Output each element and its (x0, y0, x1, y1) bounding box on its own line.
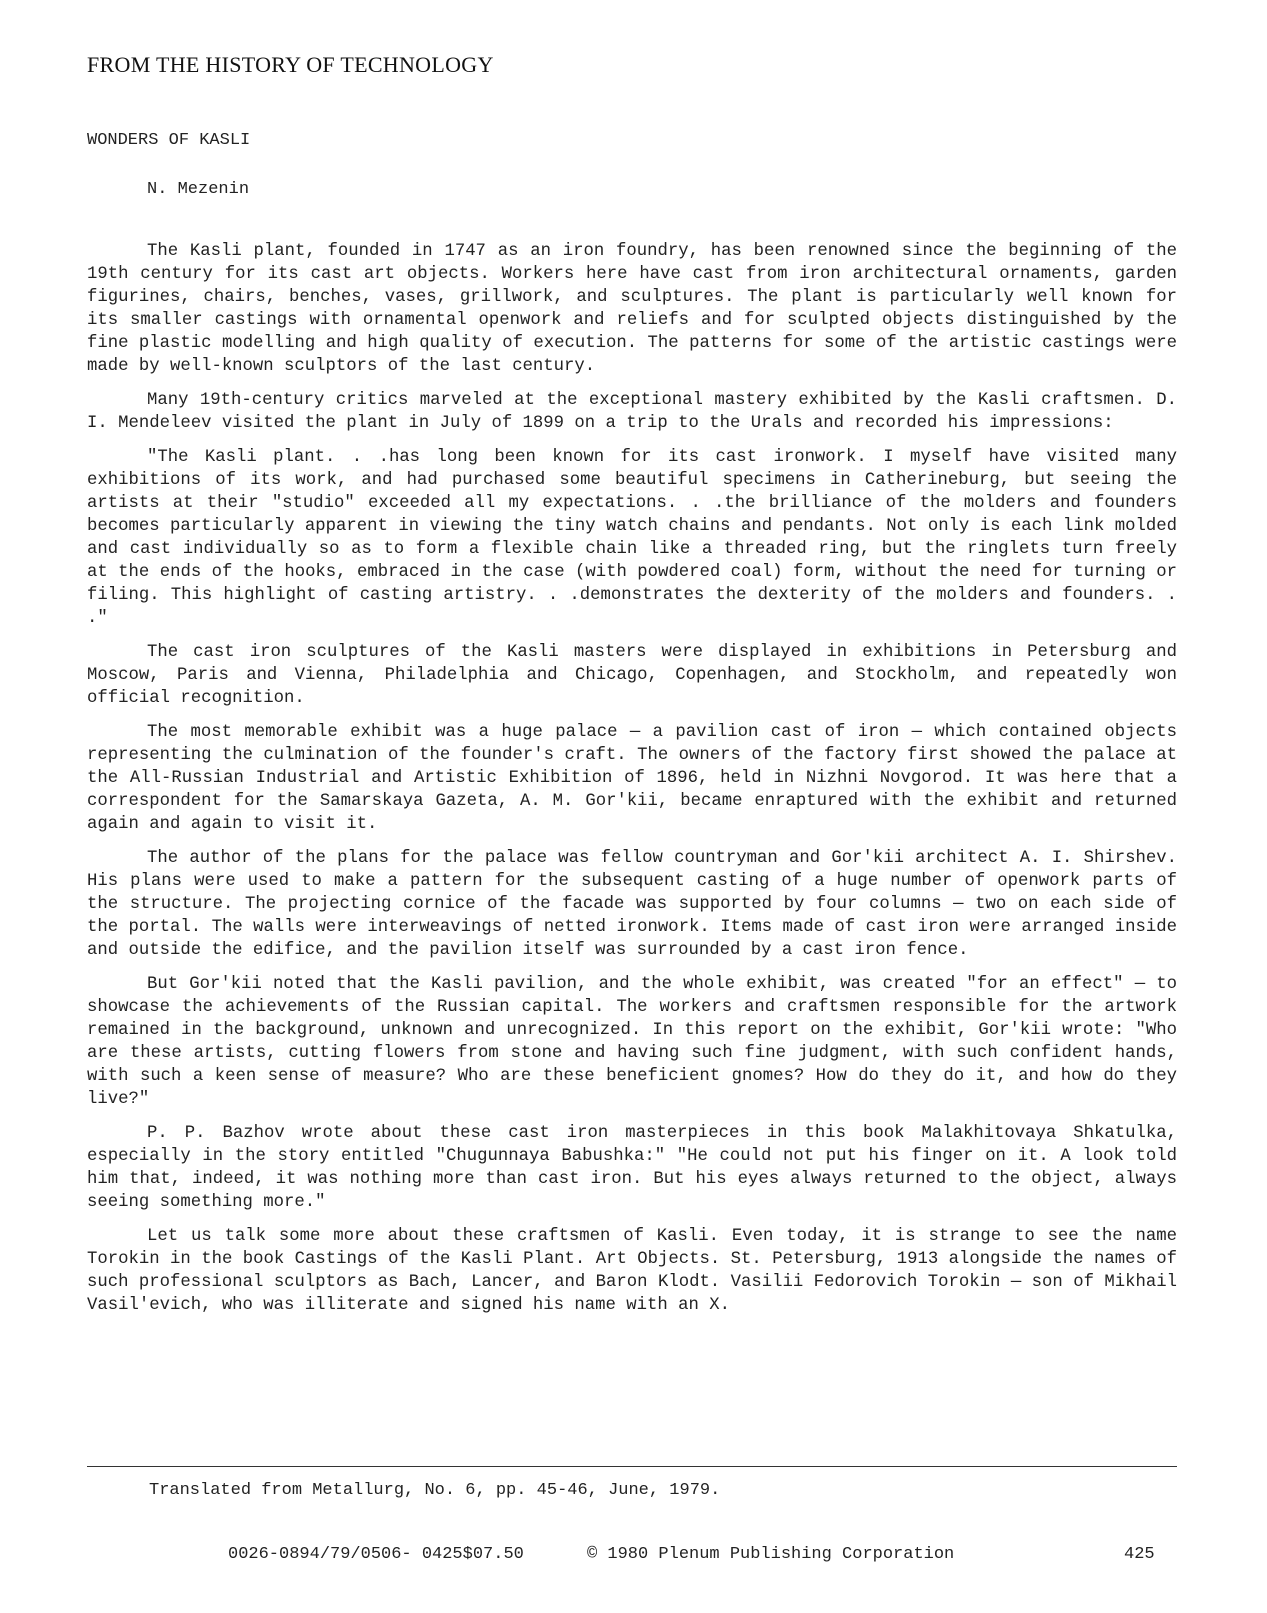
author-name: N. Mezenin (147, 180, 250, 199)
article-body (87, 240, 1177, 1328)
copyright-notice: © 1980 Plenum Publishing Corporation (587, 1545, 955, 1564)
paragraph: But Gor'kii noted that the Kasli pavilion, and the whole exhibit, was created "for an effect" — to showcase the achievements of the Russian capital. The workers and craftsmen responsible for the artwork remained in the background, unknown and unrecognized. In this report on the exhibit, Gor'kii wrote: "Who are these artists, cutting flowers from stone and having such fine judgment, with such confident hands, with such a keen sense of measure? Who are these beneficient gnomes? How do they do it, and how do they live?" (87, 975, 1177, 1109)
block-quote: "The Kasli plant. . .has long been known for its cast ironwork. I myself have visited many exhibitions of its work, and had purchased some beautiful specimens in Catherineburg, but seeing the artists at their "studio" exceeded all my expectations. . .the brilliance of the molders and founders becomes particularly apparent in viewing the tiny watch chains and pendants. Not only is each link molded and cast individually so as to form a flexible chain like a threaded ring, but the ringlets turn freely at the ends of the hooks, embraced in the case (with powdered coal) form, without the need for turning or filing. This highlight of casting artistry. . .demonstrates the dexterity of the molders and founders. . ." (87, 448, 1177, 628)
section-title: FROM THE HISTORY OF TECHNOLOGY (87, 52, 494, 77)
paragraph: The Kasli plant, founded in 1747 as an iron foundry, has been renowned since the beginning of the 19th century for its cast art objects. Workers here have cast from iron architectural ornaments, garden figurines, chairs, benches, vases, grillwork, and sculptures. The plant is particularly well known for its smaller castings with ornamental openwork and reliefs and for sculpted objects distinguished by the fine plastic modelling and high quality of execution. The patterns for some of the artistic castings were made by well-known sculptors of the last century. (87, 242, 1177, 376)
page-number: 425 (1124, 1545, 1155, 1564)
translation-note: Translated from Metallurg, No. 6, pp. 45-46, June, 1979. (149, 1481, 721, 1500)
article-title: WONDERS OF KASLI (87, 131, 251, 150)
footnote-divider (87, 1466, 1177, 1467)
paragraph: The most memorable exhibit was a huge palace — a pavilion cast of iron — which contained objects representing the culmination of the founder's craft. The owners of the factory first showed the palace at the All-Russian Industrial and Artistic Exhibition of 1896, held in Nizhni Novgorod. It was here that a correspondent for the Samarskaya Gazeta, A. M. Gor'kii, became enraptured with the exhibit and returned again and again to visit it. (87, 723, 1177, 834)
paragraph: The cast iron sculptures of the Kasli masters were displayed in exhibitions in Petersburg and Moscow, Paris and Vienna, Philadelphia and Chicago, Copenhagen, and Stockholm, and repeatedly won official recognition. (87, 643, 1177, 708)
paragraph: P. P. Bazhov wrote about these cast iron masterpieces in this book Malakhitovaya Shkatulka, especially in the story entitled "Chugunnaya Babushka:" "He could not put his finger on it. A look told him that, indeed, it was nothing more than cast iron. But his eyes always returned to the object, always seeing something more." (87, 1124, 1177, 1212)
paragraph: Many 19th-century critics marveled at the exceptional mastery exhibited by the Kasli craftsmen. D. I. Mendeleev visited the plant in July of 1899 on a trip to the Urals and recorded his impressions: (87, 391, 1177, 433)
article-code: 0026-0894/79/0506- 0425$07.50 (228, 1545, 524, 1564)
paragraph: The author of the plans for the palace was fellow countryman and Gor'kii architect A. I. Shirshev. His plans were used to make a pattern for the subsequent casting of a huge number of openwork parts of the structure. The projecting cornice of the facade was supported by four columns — two on each side of the portal. The walls were interweavings of netted ironwork. Items made of cast iron were arranged inside and outside the edifice, and the pavilion itself was surrounded by a cast iron fence. (87, 849, 1177, 960)
paragraph: Let us talk some more about these craftsmen of Kasli. Even today, it is strange to see the name Torokin in the book Castings of the Kasli Plant. Art Objects. St. Petersburg, 1913 alongside the names of such professional sculptors as Bach, Lancer, and Baron Klodt. Vasilii Fedorovich Torokin — son of Mikhail Vasil'evich, who was illiterate and signed his name with an X. (87, 1227, 1177, 1315)
